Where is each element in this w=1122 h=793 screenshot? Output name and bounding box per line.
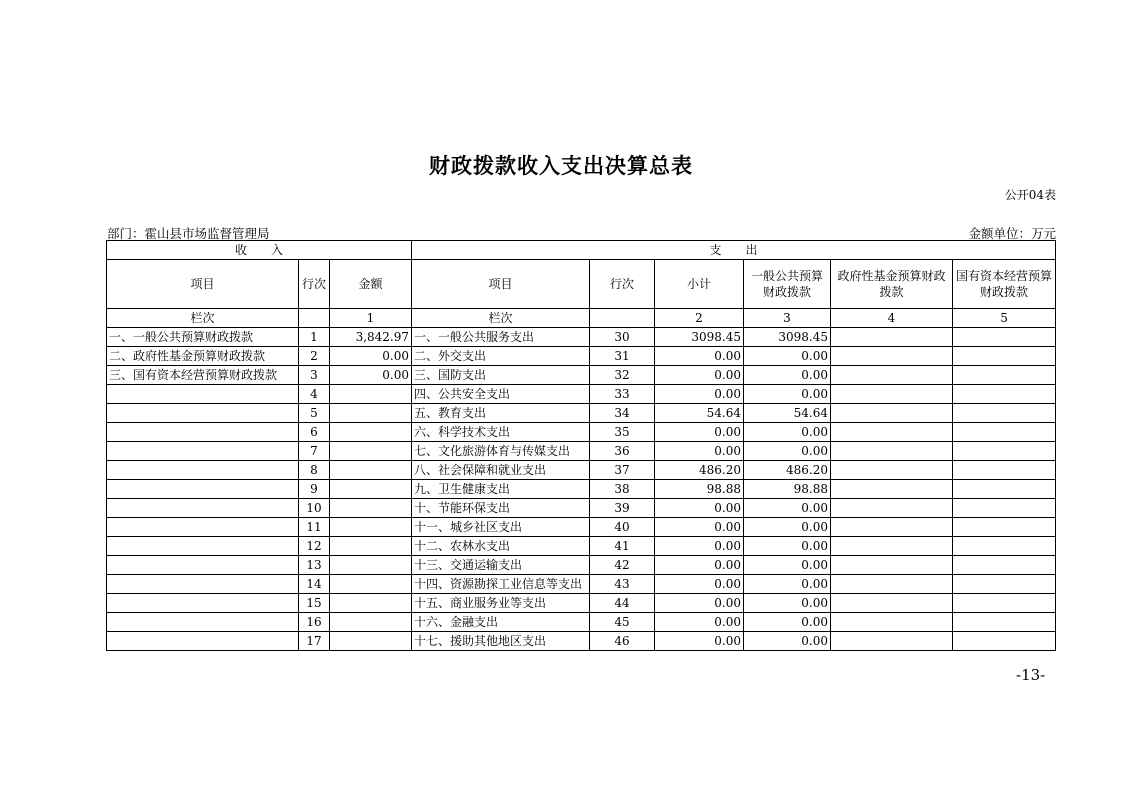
income-item-cell [107, 385, 299, 404]
general-budget-cell: 0.00 [744, 518, 831, 537]
subtotal-cell: 0.00 [655, 575, 744, 594]
expense-row-no-cell: 46 [590, 632, 655, 651]
gov-fund-cell [831, 404, 953, 423]
expense-row-no-cell: 40 [590, 518, 655, 537]
gov-fund-header: 政府性基金预算财政拨款 [831, 260, 953, 309]
income-row-no-cell: 10 [299, 499, 330, 518]
appropriation-summary-table [106, 240, 1056, 651]
expense-item-cell: 十二、农林水支出 [412, 537, 590, 556]
income-amount-cell [330, 594, 412, 613]
income-amount-cell [330, 404, 412, 423]
expense-item-cell: 十七、援助其他地区支出 [412, 632, 590, 651]
state-capital-cell [953, 442, 1056, 461]
expense-row-no-cell: 32 [590, 366, 655, 385]
table-row [107, 385, 1056, 404]
income-row-no-cell: 12 [299, 537, 330, 556]
column-index-1: 1 [330, 309, 412, 328]
income-amount-cell [330, 556, 412, 575]
subtotal-cell: 54.64 [655, 404, 744, 423]
expense-row-no-cell: 33 [590, 385, 655, 404]
general-budget-header: 一般公共预算财政拨款 [744, 260, 831, 309]
general-budget-cell: 486.20 [744, 461, 831, 480]
state-capital-cell [953, 613, 1056, 632]
state-capital-cell [953, 404, 1056, 423]
column-header-row [107, 260, 1056, 309]
state-capital-cell [953, 423, 1056, 442]
income-amount-cell [330, 423, 412, 442]
expense-item-cell: 十三、交通运输支出 [412, 556, 590, 575]
general-budget-cell: 0.00 [744, 499, 831, 518]
income-item-cell: 一、一般公共预算财政拨款 [107, 328, 299, 347]
expense-row-no-cell: 35 [590, 423, 655, 442]
column-index-blank [590, 309, 655, 328]
income-item-cell [107, 404, 299, 423]
income-row-no-cell: 2 [299, 347, 330, 366]
subtotal-cell: 0.00 [655, 366, 744, 385]
subtotal-cell: 0.00 [655, 556, 744, 575]
table-row [107, 632, 1056, 651]
income-row-no-cell: 4 [299, 385, 330, 404]
state-capital-cell [953, 575, 1056, 594]
income-amount-cell [330, 632, 412, 651]
expense-row-no-cell: 37 [590, 461, 655, 480]
expense-item-cell: 九、卫生健康支出 [412, 480, 590, 499]
income-row-no-cell: 7 [299, 442, 330, 461]
table-row [107, 328, 1056, 347]
general-budget-cell: 0.00 [744, 347, 831, 366]
income-row-no-cell: 3 [299, 366, 330, 385]
income-row-no-header: 行次 [299, 260, 330, 309]
subtotal-cell: 486.20 [655, 461, 744, 480]
general-budget-cell: 0.00 [744, 556, 831, 575]
general-budget-cell: 0.00 [744, 366, 831, 385]
income-item-cell [107, 613, 299, 632]
income-amount-cell: 0.00 [330, 366, 412, 385]
subtotal-cell: 98.88 [655, 480, 744, 499]
income-row-no-cell: 16 [299, 613, 330, 632]
expense-item-header: 项目 [412, 260, 590, 309]
state-capital-header: 国有资本经营预算财政拨款 [953, 260, 1056, 309]
subtotal-cell: 0.00 [655, 499, 744, 518]
column-index-row [107, 309, 1056, 328]
column-index-exp-label: 栏次 [412, 309, 590, 328]
gov-fund-cell [831, 328, 953, 347]
expense-item-cell: 十、节能环保支出 [412, 499, 590, 518]
gov-fund-cell [831, 442, 953, 461]
table-row [107, 575, 1056, 594]
expense-item-cell: 三、国防支出 [412, 366, 590, 385]
table-row [107, 461, 1056, 480]
table-row [107, 480, 1056, 499]
expense-row-no-cell: 45 [590, 613, 655, 632]
income-amount-cell [330, 461, 412, 480]
gov-fund-cell [831, 594, 953, 613]
gov-fund-cell [831, 461, 953, 480]
general-budget-cell: 0.00 [744, 575, 831, 594]
expense-row-no-cell: 31 [590, 347, 655, 366]
expense-row-no-cell: 42 [590, 556, 655, 575]
table-row [107, 537, 1056, 556]
income-row-no-cell: 13 [299, 556, 330, 575]
gov-fund-cell [831, 556, 953, 575]
column-index-blank [299, 309, 330, 328]
general-budget-cell: 0.00 [744, 594, 831, 613]
gov-fund-cell [831, 366, 953, 385]
subtotal-cell: 0.00 [655, 442, 744, 461]
general-budget-cell: 0.00 [744, 423, 831, 442]
state-capital-cell [953, 385, 1056, 404]
expense-item-cell: 五、教育支出 [412, 404, 590, 423]
income-item-cell: 三、国有资本经营预算财政拨款 [107, 366, 299, 385]
subtotal-cell: 0.00 [655, 537, 744, 556]
expense-item-cell: 十六、金融支出 [412, 613, 590, 632]
table-row [107, 594, 1056, 613]
income-row-no-cell: 15 [299, 594, 330, 613]
general-budget-cell: 0.00 [744, 537, 831, 556]
income-row-no-cell: 11 [299, 518, 330, 537]
state-capital-cell [953, 347, 1056, 366]
income-row-no-cell: 8 [299, 461, 330, 480]
state-capital-cell [953, 499, 1056, 518]
income-item-cell [107, 594, 299, 613]
general-budget-cell: 3098.45 [744, 328, 831, 347]
table-row [107, 442, 1056, 461]
column-index-label: 栏次 [107, 309, 299, 328]
subtotal-cell: 0.00 [655, 632, 744, 651]
income-amount-cell [330, 480, 412, 499]
expense-row-no-cell: 39 [590, 499, 655, 518]
expense-item-cell: 六、科学技术支出 [412, 423, 590, 442]
expense-item-cell: 二、外交支出 [412, 347, 590, 366]
income-item-cell [107, 575, 299, 594]
subtotal-cell: 0.00 [655, 518, 744, 537]
expense-row-no-header: 行次 [590, 260, 655, 309]
page-title: 财政拨款收入支出决算总表 [429, 154, 693, 178]
expense-row-no-cell: 34 [590, 404, 655, 423]
income-amount-cell [330, 385, 412, 404]
income-row-no-cell: 6 [299, 423, 330, 442]
gov-fund-cell [831, 347, 953, 366]
state-capital-cell [953, 480, 1056, 499]
column-index-4: 4 [831, 309, 953, 328]
income-item-cell [107, 537, 299, 556]
income-amount-cell [330, 499, 412, 518]
income-item-cell [107, 480, 299, 499]
state-capital-cell [953, 518, 1056, 537]
subtotal-cell: 0.00 [655, 385, 744, 404]
income-group-header: 收 入 [107, 241, 412, 260]
income-amount-cell [330, 518, 412, 537]
income-item-cell [107, 518, 299, 537]
department-label: 部门：霍山县市场监督管理局 [107, 226, 270, 241]
expense-item-cell: 七、文化旅游体育与传媒支出 [412, 442, 590, 461]
expense-item-cell: 十一、城乡社区支出 [412, 518, 590, 537]
general-budget-cell: 54.64 [744, 404, 831, 423]
state-capital-cell [953, 594, 1056, 613]
state-capital-cell [953, 328, 1056, 347]
subtotal-cell: 0.00 [655, 347, 744, 366]
state-capital-cell [953, 366, 1056, 385]
state-capital-cell [953, 537, 1056, 556]
income-amount-cell [330, 442, 412, 461]
table-row [107, 613, 1056, 632]
expense-row-no-cell: 36 [590, 442, 655, 461]
expense-row-no-cell: 44 [590, 594, 655, 613]
gov-fund-cell [831, 575, 953, 594]
table-row [107, 347, 1056, 366]
expense-row-no-cell: 41 [590, 537, 655, 556]
general-budget-cell: 0.00 [744, 613, 831, 632]
income-amount-cell [330, 575, 412, 594]
income-item-cell [107, 461, 299, 480]
table-row [107, 499, 1056, 518]
income-row-no-cell: 17 [299, 632, 330, 651]
expense-row-no-cell: 30 [590, 328, 655, 347]
general-budget-cell: 0.00 [744, 632, 831, 651]
gov-fund-cell [831, 423, 953, 442]
subtotal-cell: 0.00 [655, 613, 744, 632]
subtotal-cell: 3098.45 [655, 328, 744, 347]
subtotal-cell: 0.00 [655, 594, 744, 613]
expense-item-cell: 十四、资源勘探工业信息等支出 [412, 575, 590, 594]
expense-item-cell: 四、公共安全支出 [412, 385, 590, 404]
income-row-no-cell: 5 [299, 404, 330, 423]
expense-item-cell: 八、社会保障和就业支出 [412, 461, 590, 480]
state-capital-cell [953, 632, 1056, 651]
general-budget-cell: 0.00 [744, 442, 831, 461]
form-code: 公开04表 [1004, 188, 1056, 202]
table-row [107, 423, 1056, 442]
income-amount-cell [330, 613, 412, 632]
income-row-no-cell: 9 [299, 480, 330, 499]
state-capital-cell [953, 461, 1056, 480]
gov-fund-cell [831, 537, 953, 556]
income-amount-cell: 3,842.97 [330, 328, 412, 347]
income-item-cell [107, 556, 299, 575]
group-header-row [107, 241, 1056, 260]
gov-fund-cell [831, 499, 953, 518]
gov-fund-cell [831, 632, 953, 651]
gov-fund-cell [831, 480, 953, 499]
column-index-3: 3 [744, 309, 831, 328]
income-item-cell [107, 423, 299, 442]
expense-group-header: 支 出 [412, 241, 1056, 260]
general-budget-cell: 0.00 [744, 385, 831, 404]
column-index-2: 2 [655, 309, 744, 328]
income-amount-cell: 0.00 [330, 347, 412, 366]
income-row-no-cell: 14 [299, 575, 330, 594]
subtotal-header: 小计 [655, 260, 744, 309]
general-budget-cell: 98.88 [744, 480, 831, 499]
expense-row-no-cell: 38 [590, 480, 655, 499]
table-row [107, 404, 1056, 423]
expense-item-cell: 十五、商业服务业等支出 [412, 594, 590, 613]
income-item-cell [107, 442, 299, 461]
state-capital-cell [953, 556, 1056, 575]
gov-fund-cell [831, 385, 953, 404]
amount-unit-label: 金额单位：万元 [968, 226, 1056, 241]
income-item-cell: 二、政府性基金预算财政拨款 [107, 347, 299, 366]
income-item-cell [107, 632, 299, 651]
column-index-5: 5 [953, 309, 1056, 328]
expense-item-cell: 一、一般公共服务支出 [412, 328, 590, 347]
income-amount-cell [330, 537, 412, 556]
income-item-header: 项目 [107, 260, 299, 309]
income-row-no-cell: 1 [299, 328, 330, 347]
table-row [107, 366, 1056, 385]
subtotal-cell: 0.00 [655, 423, 744, 442]
page-number: -13- [1016, 666, 1046, 684]
gov-fund-cell [831, 613, 953, 632]
table-row [107, 556, 1056, 575]
gov-fund-cell [831, 518, 953, 537]
expense-row-no-cell: 43 [590, 575, 655, 594]
income-amount-header: 金额 [330, 260, 412, 309]
table-row [107, 518, 1056, 537]
income-item-cell [107, 499, 299, 518]
